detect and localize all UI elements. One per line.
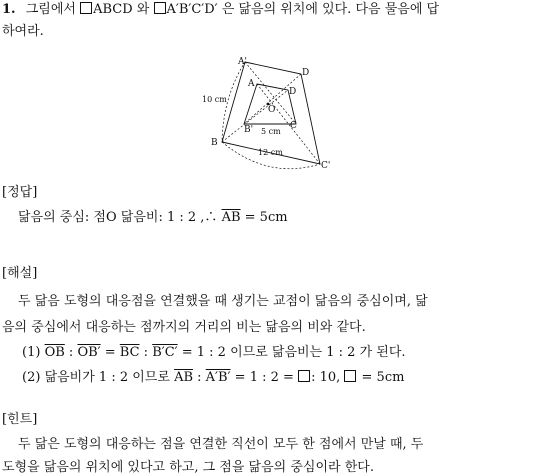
- square-symbol: [154, 2, 166, 14]
- question-text-b: 와: [136, 2, 150, 17]
- label-c-inner: C: [290, 121, 297, 131]
- label-d-inner: D: [289, 87, 297, 97]
- label-b-outer: B: [211, 138, 218, 148]
- item-2-tail: = 5cm: [361, 370, 405, 385]
- answer-line: [18, 210, 288, 226]
- segment-ob-prime: OB′: [77, 345, 101, 360]
- question-line-2: 하여라.: [2, 24, 44, 39]
- explanation-p1: 두 닮음 도형의 대응점을 연결했을 때 생기는 교점이 닮음의 중심이며, 닮: [18, 294, 428, 309]
- label-a-inner: A: [248, 79, 255, 89]
- similar-quadrilaterals-figure: [198, 52, 338, 180]
- explanation-item-1: (1) $\overline{OB}$ : $OB' = \overline{BC}$ : B′C′ = 1 : 2 이므로 닮음비는 1 : 2 가 된다.: [22, 345, 406, 360]
- item-2-head: 닮음비가 1 : 2 이므로: [44, 370, 170, 385]
- answer-heading: [정답]: [2, 185, 38, 200]
- item-1-number: (1): [22, 345, 41, 360]
- segment-ab: $\overline{AB}$: [174, 370, 194, 385]
- segment-bc-prime: B′C′: [152, 345, 178, 360]
- item-2-number: (2): [22, 370, 41, 385]
- answer-segment: $\overline{AB}$: [221, 210, 241, 225]
- question-number: 1.: [2, 2, 16, 17]
- label-c-outer: C': [321, 161, 331, 171]
- question-text-c: 은 닮음의 위치에 있다. 다음 물음에 답: [221, 2, 440, 17]
- explanation-heading: [해설]: [2, 266, 38, 281]
- item-2-mid: = 1 : 2 =: [234, 370, 294, 385]
- explanation-p2: 음의 중심에서 대응하는 점까지의 거리의 비는 닮음의 비와 같다.: [2, 320, 366, 335]
- segment-bc: $\overline{BC}$: [119, 345, 140, 360]
- blank-box: [344, 370, 356, 382]
- answer-text: 닮음의 중심: 점O 닮음비: 1 : 2 ,∴: [18, 210, 218, 225]
- square-symbol: [80, 2, 92, 14]
- label-b-inner: B': [244, 125, 254, 135]
- length-inner-bottom: 5 cm: [261, 127, 281, 136]
- question-line-1: [2, 2, 439, 18]
- hint-p1: 두 닮은 도형의 대응하는 점을 연결한 직선이 모두 한 점에서 만날 때, 두: [18, 437, 424, 452]
- hint-p2: 도형을 닮음의 위치에 있다고 하고, 그 점을 닮음의 중심이라 한다.: [2, 460, 374, 475]
- shape1-name: ABCD: [93, 2, 133, 17]
- length-left: 10 cm: [202, 95, 227, 104]
- question-text-a: 그림에서: [25, 2, 76, 17]
- blank-box: [298, 370, 310, 382]
- label-a-outer: A': [238, 57, 247, 67]
- item-1-tail: = 1 : 2 이므로 닮음비는 1 : 2 가 된다.: [181, 345, 406, 360]
- label-d-outer: D: [302, 68, 310, 78]
- answer-value: = 5cm: [244, 210, 288, 225]
- shape2-name: A′B′C′D′: [166, 2, 218, 17]
- segment-ab-prime: A′B′: [205, 370, 231, 385]
- item-2-mid2: : 10,: [311, 370, 341, 385]
- length-outer-bottom: 12 cm: [258, 148, 283, 157]
- segment-ob: $\overline{OB}$: [44, 345, 65, 360]
- label-o: O: [268, 105, 276, 115]
- explanation-item-2: (2) 닮음비가 1 : 2 이므로 $\overline{AB}$ : A′B′ = 1 : 2 = : 10, = 5cm: [22, 370, 405, 385]
- hint-heading: [힌트]: [2, 412, 38, 427]
